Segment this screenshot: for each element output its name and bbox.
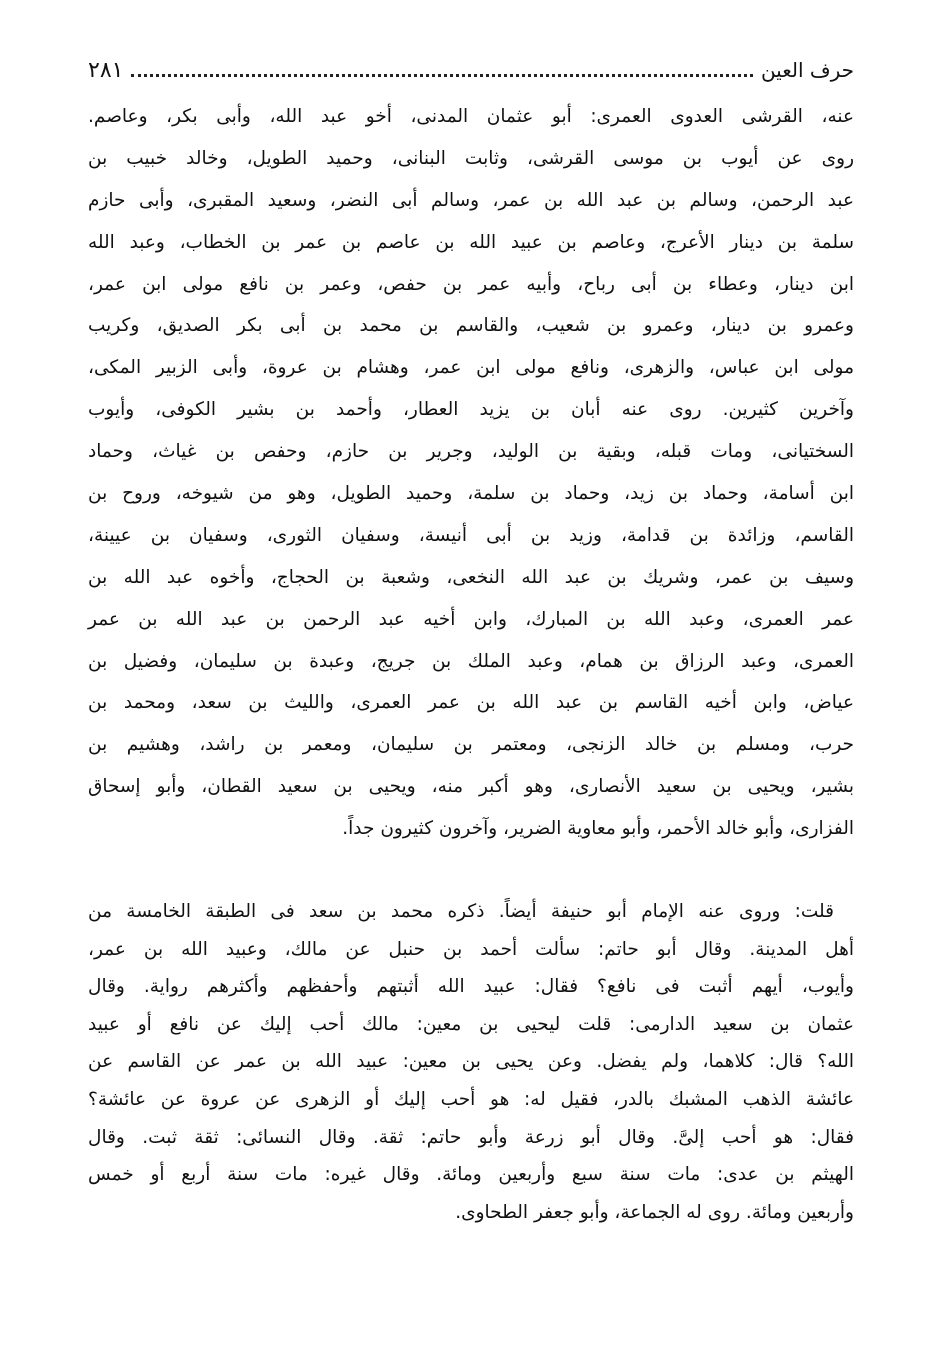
text-line: سلمة بن دينار الأعرج، وعاصم بن عبيد الله بن عاصم بن عمر بن الخطاب، وعبد الله (88, 231, 854, 253)
running-header (88, 54, 854, 86)
text-line: السختيانى، ومات قبله، وبقية بن الوليد، وجرير بن حازم، وحفص بن غياث، وحماد (88, 441, 854, 463)
text-line: ابن دينار، وعطاء بن أبى رباح، وأبيه عمر بن حفص، وعمر بن نافع مولى ابن عمر، (88, 273, 854, 295)
text-line: بشير، ويحيى بن سعيد الأنصارى، وهو أكبر منه، ويحيى بن سعيد القطان، وأبو إسحاق (88, 776, 854, 798)
text-line: الله؟ قال: كلاهما، ولم يفضل. وعن يحيى بن معين: عبيد الله بن عمر عن القاسم عن (88, 1051, 854, 1073)
text-line: الفزارى، وأبو خالد الأحمر، وأبو معاوية الضرير، وآخرون كثيرون جداً. (342, 818, 854, 840)
text-line: عمر العمرى، وعبد الله بن المبارك، وابن أخيه عبد الرحمن بن عبد الله بن عمر (88, 608, 854, 630)
paragraph-commentary (88, 893, 854, 1231)
chapter-title: حرف العين (760, 58, 854, 82)
text-line: قلت: وروى عنه الإمام أبو حنيفة أيضاً. ذكره محمد بن سعد فى الطبقة الخامسة من (88, 901, 834, 922)
text-line: الهيثم بن عدى: مات سنة سبع وأربعين ومائة. وقال غيره: مات سنة أربع أو خمس (88, 1164, 854, 1186)
text-line: عنه، القرشى العدوى العمرى: أبو عثمان المدنى، أخو عبد الله، وأبى بكر، وعاصم. (88, 106, 854, 127)
text-line: وآخرين كثيرين. روى عنه أبان بن يزيد العطار، وأحمد بن بشير الكوفى، وأيوب (88, 399, 854, 421)
text-line: عياض، وابن أخيه القاسم بن عبد الله بن عمر العمرى، والليث بن سعد، ومحمد بن (88, 692, 854, 714)
text-line: وأربعين ومائة. روى له الجماعة، وأبو جعفر الطحاوى. (455, 1201, 854, 1223)
text-line: عائشة الذهب المشبك بالدر، فقيل له: هو أحب إليك أو الزهرى عن عروة عن عائشة؟ (88, 1088, 854, 1110)
text-line: وسيف بن عمر، وشريك بن عبد الله النخعى، وشعبة بن الحجاج، وأخوه عبد الله بن (88, 566, 854, 588)
page-number: ٢٨١ (88, 57, 124, 83)
text-line: عبد الرحمن، وسالم بن عبد الله بن عمر، وسالم أبى النضر، وسعيد المقبرى، وأبى حازم (88, 189, 854, 211)
text-line: فقال: هو أحب إلىَّ. وقال أبو زرعة وأبو حاتم: ثقة. وقال النسائى: ثقة ثبت. وقال (88, 1126, 854, 1148)
text-line: ابن أسامة، وحماد بن زيد، وحماد بن سلمة، وحميد الطويل، وهو من شيوخه، وروح بن (88, 483, 854, 505)
text-line: القاسم، وزائدة بن قدامة، وزيد بن أبى أنيسة، وسفيان الثورى، وسفيان بن عيينة، (88, 524, 854, 546)
text-line: العمرى، وعبد الرزاق بن همام، وعبد الملك بن جريج، وعبدة بن سليمان، وفضيل بن (88, 650, 854, 672)
leader-dots (131, 74, 753, 77)
paragraph-narrators (88, 96, 854, 850)
text-line: حرب، ومسلم بن خالد الزنجى، ومعتمر بن سليمان، ومعمر بن راشد، وهشيم بن (88, 734, 854, 756)
text-line: روى عن أيوب بن موسى القرشى، وثابت البنانى، وحميد الطويل، وخالد خبيب بن (88, 147, 854, 169)
text-line: أهل المدينة. وقال أبو حاتم: سألت أحمد بن حنبل عن مالك، وعبيد الله بن عمر، (88, 938, 854, 960)
text-line: وعمرو بن دينار، وعمرو بن شعيب، والقاسم بن محمد بن أبى بكر الصديق، وكريب (88, 315, 854, 337)
text-line: مولى ابن عباس، والزهرى، ونافع مولى ابن عمر، وهشام بن عروة، وأبى الزبير المكى، (88, 357, 854, 379)
text-line: عثمان بن سعيد الدارمى: قلت ليحيى بن معين: مالك أحب إليك عن نافع أو عبيد (88, 1013, 854, 1035)
text-line: وأيوب، أيهم أثبت فى نافع؟ فقال: عبيد الله أثبتهم وأحفظهم وأكثرهم رواية. وقال (88, 976, 854, 998)
